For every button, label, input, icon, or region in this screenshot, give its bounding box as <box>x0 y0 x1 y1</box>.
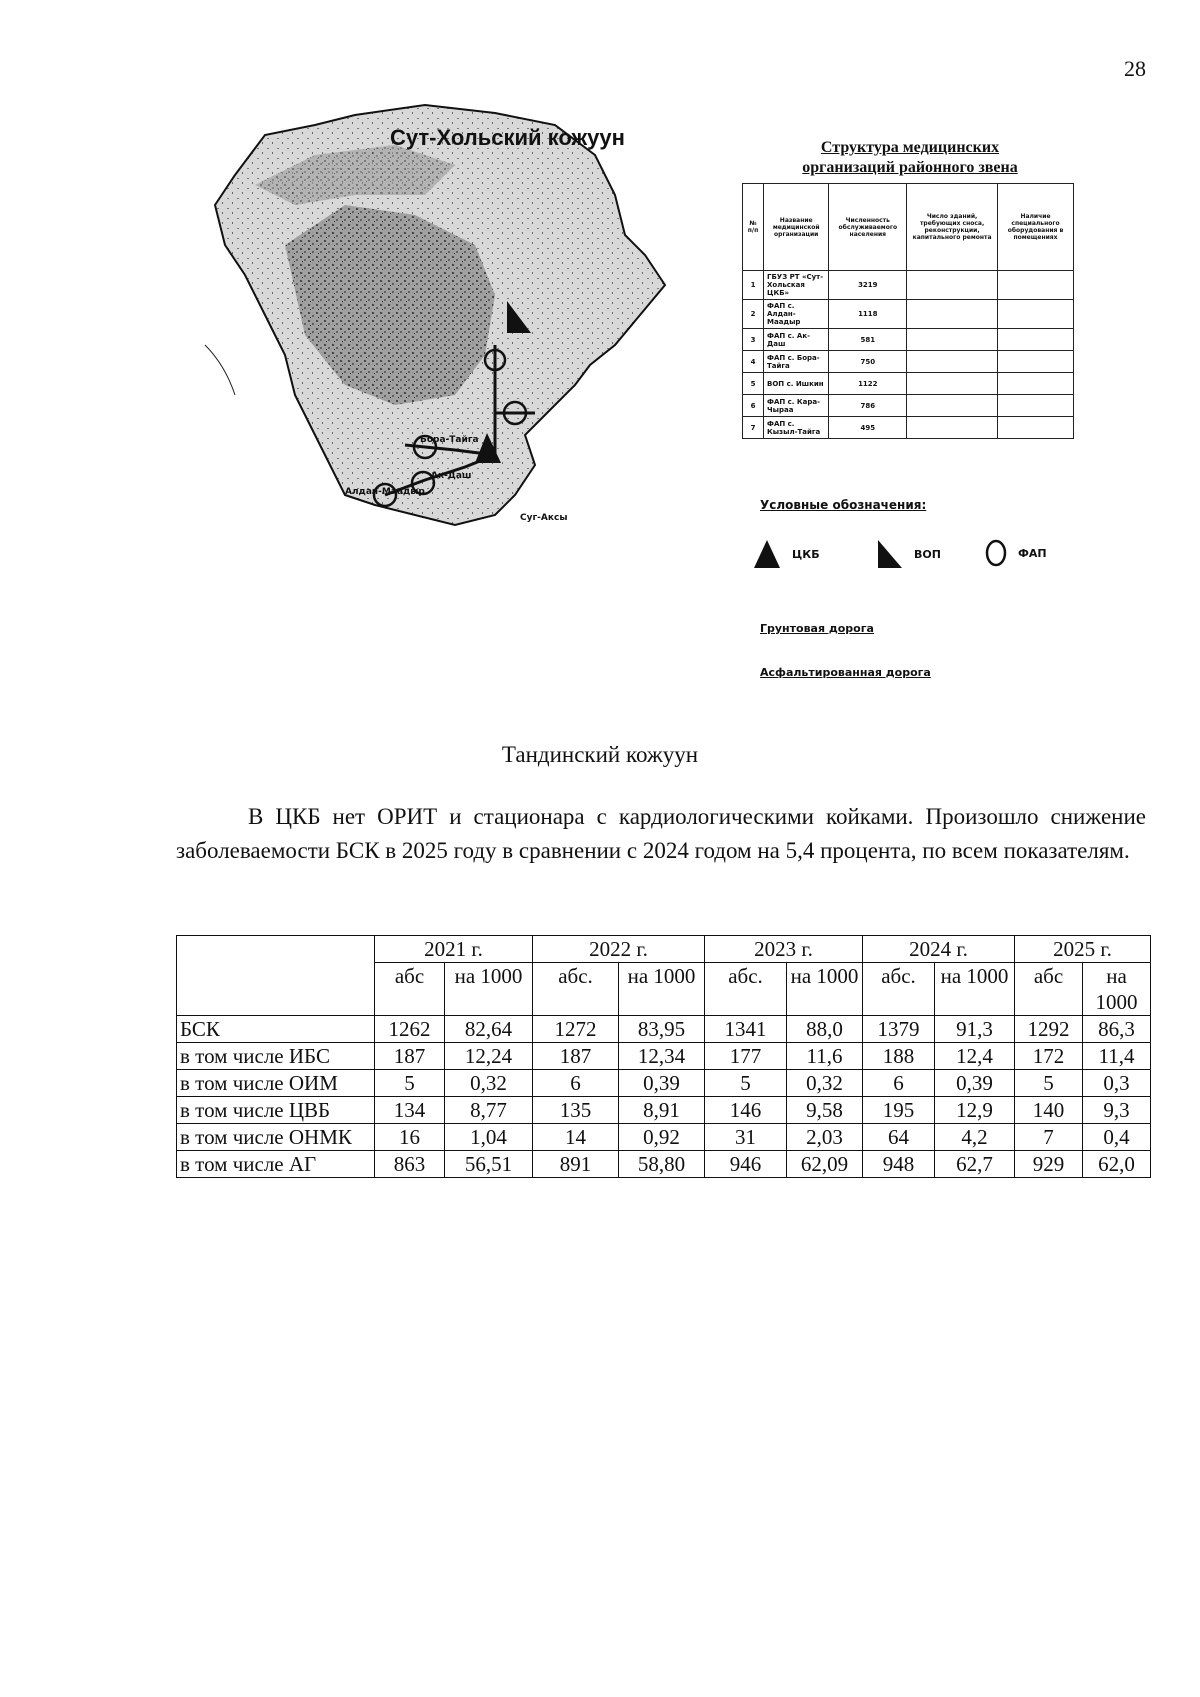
row-label: в том числе ЦВБ <box>177 1097 375 1124</box>
circle-icon <box>984 538 1008 568</box>
table-cell: 83,95 <box>619 1016 705 1043</box>
table-cell: 11,4 <box>1083 1043 1151 1070</box>
table-cell: 1292 <box>1015 1016 1083 1043</box>
structure-row <box>743 300 1074 329</box>
structure-empty-cell <box>907 417 998 439</box>
structure-row <box>743 417 1074 439</box>
table-cell: 1272 <box>533 1016 619 1043</box>
subheader: на 1000 <box>445 963 533 1016</box>
table-cell: 891 <box>533 1151 619 1178</box>
structure-title-line: Структура медицинских <box>820 139 1000 156</box>
table-cell: 16 <box>375 1124 445 1151</box>
table-cell: 31 <box>705 1124 787 1151</box>
structure-empty-cell <box>998 351 1074 373</box>
table-cell: 135 <box>533 1097 619 1124</box>
district-map <box>195 95 715 595</box>
row-label: в том числе ОНМК <box>177 1124 375 1151</box>
map-label-village: Ак-Даш <box>431 471 472 481</box>
table-cell: 929 <box>1015 1151 1083 1178</box>
table-cell: 5 <box>705 1070 787 1097</box>
legend-item-vop <box>874 538 941 570</box>
structure-header-row <box>743 184 1074 271</box>
structure-row <box>743 351 1074 373</box>
table-cell: 1341 <box>705 1016 787 1043</box>
page-number: 28 <box>1124 56 1146 81</box>
structure-empty-cell <box>907 395 998 417</box>
structure-header: № п/п <box>743 184 764 271</box>
structure-num: 2 <box>743 300 764 329</box>
structure-num: 3 <box>743 329 764 351</box>
table-cell: 12,4 <box>935 1043 1015 1070</box>
table-cell: 177 <box>705 1043 787 1070</box>
table-row <box>177 1097 1151 1124</box>
subheader: абс <box>1015 963 1083 1016</box>
district-map-graphic <box>195 95 715 595</box>
structure-num: 7 <box>743 417 764 439</box>
structure-num: 5 <box>743 373 764 395</box>
legend-item-fap <box>984 538 1047 568</box>
table-cell: 62,0 <box>1083 1151 1151 1178</box>
table-cell: 5 <box>375 1070 445 1097</box>
table-cell: 88,0 <box>787 1016 863 1043</box>
structure-empty-cell <box>998 417 1074 439</box>
table-cell: 64 <box>863 1124 935 1151</box>
table-cell: 58,80 <box>619 1151 705 1178</box>
structure-header: Наличие специального оборудования в помещениях <box>998 184 1074 271</box>
right-triangle-icon <box>874 538 904 570</box>
legend <box>752 538 1092 578</box>
structure-row <box>743 329 1074 351</box>
structure-title-line: организаций районного звена <box>802 159 1018 176</box>
structure-empty-cell <box>998 300 1074 329</box>
paragraph: В ЦКБ нет ОРИТ и стационара с кардиологическими койками. Произошло снижение заболеваемости БСК в 2025 году в сравнении с 2024 годом на 5,4 процента, по всем показателям. <box>176 804 1146 863</box>
structure-empty-cell <box>907 329 998 351</box>
table-cell: 14 <box>533 1124 619 1151</box>
structure-header: Название медицинской организации <box>764 184 829 271</box>
table-cell: 172 <box>1015 1043 1083 1070</box>
table-row <box>177 1124 1151 1151</box>
paved-road-label: Асфальтированная дорога <box>760 666 931 679</box>
row-label: БСК <box>177 1016 375 1043</box>
structure-org-name: ГБУЗ РТ «Сут-Хольская ЦКБ» <box>764 271 829 300</box>
table-cell: 146 <box>705 1097 787 1124</box>
structure-population: 3219 <box>829 271 907 300</box>
subheader: абс <box>375 963 445 1016</box>
table-cell: 12,24 <box>445 1043 533 1070</box>
legend-label: ЦКБ <box>792 547 820 561</box>
table-cell: 0,39 <box>619 1070 705 1097</box>
subheader: на 1000 <box>935 963 1015 1016</box>
corner-cell <box>177 936 375 1016</box>
subheader: на 1000 <box>1083 963 1151 1016</box>
table-cell: 62,09 <box>787 1151 863 1178</box>
year-header: 2023 г. <box>705 936 863 963</box>
structure-num: 1 <box>743 271 764 300</box>
table-cell: 188 <box>863 1043 935 1070</box>
table-cell: 1,04 <box>445 1124 533 1151</box>
table-cell: 187 <box>533 1043 619 1070</box>
subheader: абс. <box>863 963 935 1016</box>
subheader: на 1000 <box>619 963 705 1016</box>
table-cell: 9,58 <box>787 1097 863 1124</box>
incidence-table <box>176 935 1151 1178</box>
structure-org-name: ФАП с. Алдан-Маадыр <box>764 300 829 329</box>
structure-population: 495 <box>829 417 907 439</box>
table-cell: 187 <box>375 1043 445 1070</box>
structure-org-name: ФАП с. Кызыл-Тайга <box>764 417 829 439</box>
table-cell: 12,34 <box>619 1043 705 1070</box>
structure-org-name: ВОП с. Ишкин <box>764 373 829 395</box>
structure-org-name: ФАП с. Ак-Даш <box>764 329 829 351</box>
table-cell: 4,2 <box>935 1124 1015 1151</box>
table-cell: 1262 <box>375 1016 445 1043</box>
table-cell: 8,77 <box>445 1097 533 1124</box>
map-label-village: Алдан-Маадыр <box>345 487 425 497</box>
structure-num: 4 <box>743 351 764 373</box>
row-label: в том числе ИБС <box>177 1043 375 1070</box>
structure-empty-cell <box>907 373 998 395</box>
structure-empty-cell <box>998 395 1074 417</box>
table-row <box>177 1070 1151 1097</box>
table-cell: 863 <box>375 1151 445 1178</box>
structure-empty-cell <box>998 329 1074 351</box>
table-cell: 0,3 <box>1083 1070 1151 1097</box>
table-row <box>177 1016 1151 1043</box>
row-label: в том числе ОИМ <box>177 1070 375 1097</box>
year-header: 2022 г. <box>533 936 705 963</box>
table-cell: 86,3 <box>1083 1016 1151 1043</box>
table-cell: 948 <box>863 1151 935 1178</box>
structure-population: 786 <box>829 395 907 417</box>
section-heading: Тандинский кожуун <box>501 742 699 767</box>
table-cell: 11,6 <box>787 1043 863 1070</box>
map-title: Сут-Хольский кожуун <box>390 125 625 150</box>
structure-title <box>740 138 1080 178</box>
table-cell: 12,9 <box>935 1097 1015 1124</box>
year-header: 2025 г. <box>1015 936 1151 963</box>
year-header: 2024 г. <box>863 936 1015 963</box>
structure-org-name: ФАП с. Бора-Тайга <box>764 351 829 373</box>
table-cell: 56,51 <box>445 1151 533 1178</box>
table-cell: 946 <box>705 1151 787 1178</box>
table-body <box>177 1016 1151 1178</box>
year-header: 2021 г. <box>375 936 533 963</box>
table-cell: 0,92 <box>619 1124 705 1151</box>
table-cell: 1379 <box>863 1016 935 1043</box>
subheader: абс. <box>533 963 619 1016</box>
table-row <box>177 1151 1151 1178</box>
structure-row <box>743 373 1074 395</box>
structure-empty-cell <box>998 271 1074 300</box>
structure-row <box>743 395 1074 417</box>
structure-header: Число зданий, требующих сноса, реконструкции, капитального ремонта <box>907 184 998 271</box>
table-cell: 134 <box>375 1097 445 1124</box>
year-header-row <box>177 936 1151 963</box>
dirt-road-label: Грунтовая дорога <box>760 622 874 635</box>
row-label: в том числе АГ <box>177 1151 375 1178</box>
map-label-village: Бора-Тайга <box>420 435 479 445</box>
table-cell: 0,39 <box>935 1070 1015 1097</box>
legend-label: ФАП <box>1018 546 1047 560</box>
structure-population: 750 <box>829 351 907 373</box>
structure-population: 581 <box>829 329 907 351</box>
table-cell: 62,7 <box>935 1151 1015 1178</box>
structure-population: 1122 <box>829 373 907 395</box>
structure-population: 1118 <box>829 300 907 329</box>
table-cell: 7 <box>1015 1124 1083 1151</box>
structure-empty-cell <box>907 271 998 300</box>
table-cell: 8,91 <box>619 1097 705 1124</box>
triangle-icon <box>752 538 782 570</box>
structure-empty-cell <box>998 373 1074 395</box>
structure-row <box>743 271 1074 300</box>
structure-org-name: ФАП с. Кара-Чыраа <box>764 395 829 417</box>
legend-title: Условные обозначения: <box>760 498 927 512</box>
table-cell: 0,32 <box>445 1070 533 1097</box>
legend-label: ВОП <box>914 547 941 561</box>
structure-num: 6 <box>743 395 764 417</box>
table-cell: 82,64 <box>445 1016 533 1043</box>
subheader: на 1000 <box>787 963 863 1016</box>
table-cell: 0,4 <box>1083 1124 1151 1151</box>
structure-header: Численность обслуживаемого населения <box>829 184 907 271</box>
table-cell: 6 <box>863 1070 935 1097</box>
table-cell: 2,03 <box>787 1124 863 1151</box>
table-cell: 6 <box>533 1070 619 1097</box>
table-cell: 9,3 <box>1083 1097 1151 1124</box>
table-row <box>177 1043 1151 1070</box>
table-cell: 0,32 <box>787 1070 863 1097</box>
legend-item-ckb <box>752 538 820 570</box>
subheader: абс. <box>705 963 787 1016</box>
table-cell: 195 <box>863 1097 935 1124</box>
map-label-village: Суг-Аксы <box>520 513 568 523</box>
structure-empty-cell <box>907 300 998 329</box>
table-cell: 5 <box>1015 1070 1083 1097</box>
table-cell: 91,3 <box>935 1016 1015 1043</box>
structure-table <box>742 183 1074 439</box>
table-cell: 140 <box>1015 1097 1083 1124</box>
structure-empty-cell <box>907 351 998 373</box>
